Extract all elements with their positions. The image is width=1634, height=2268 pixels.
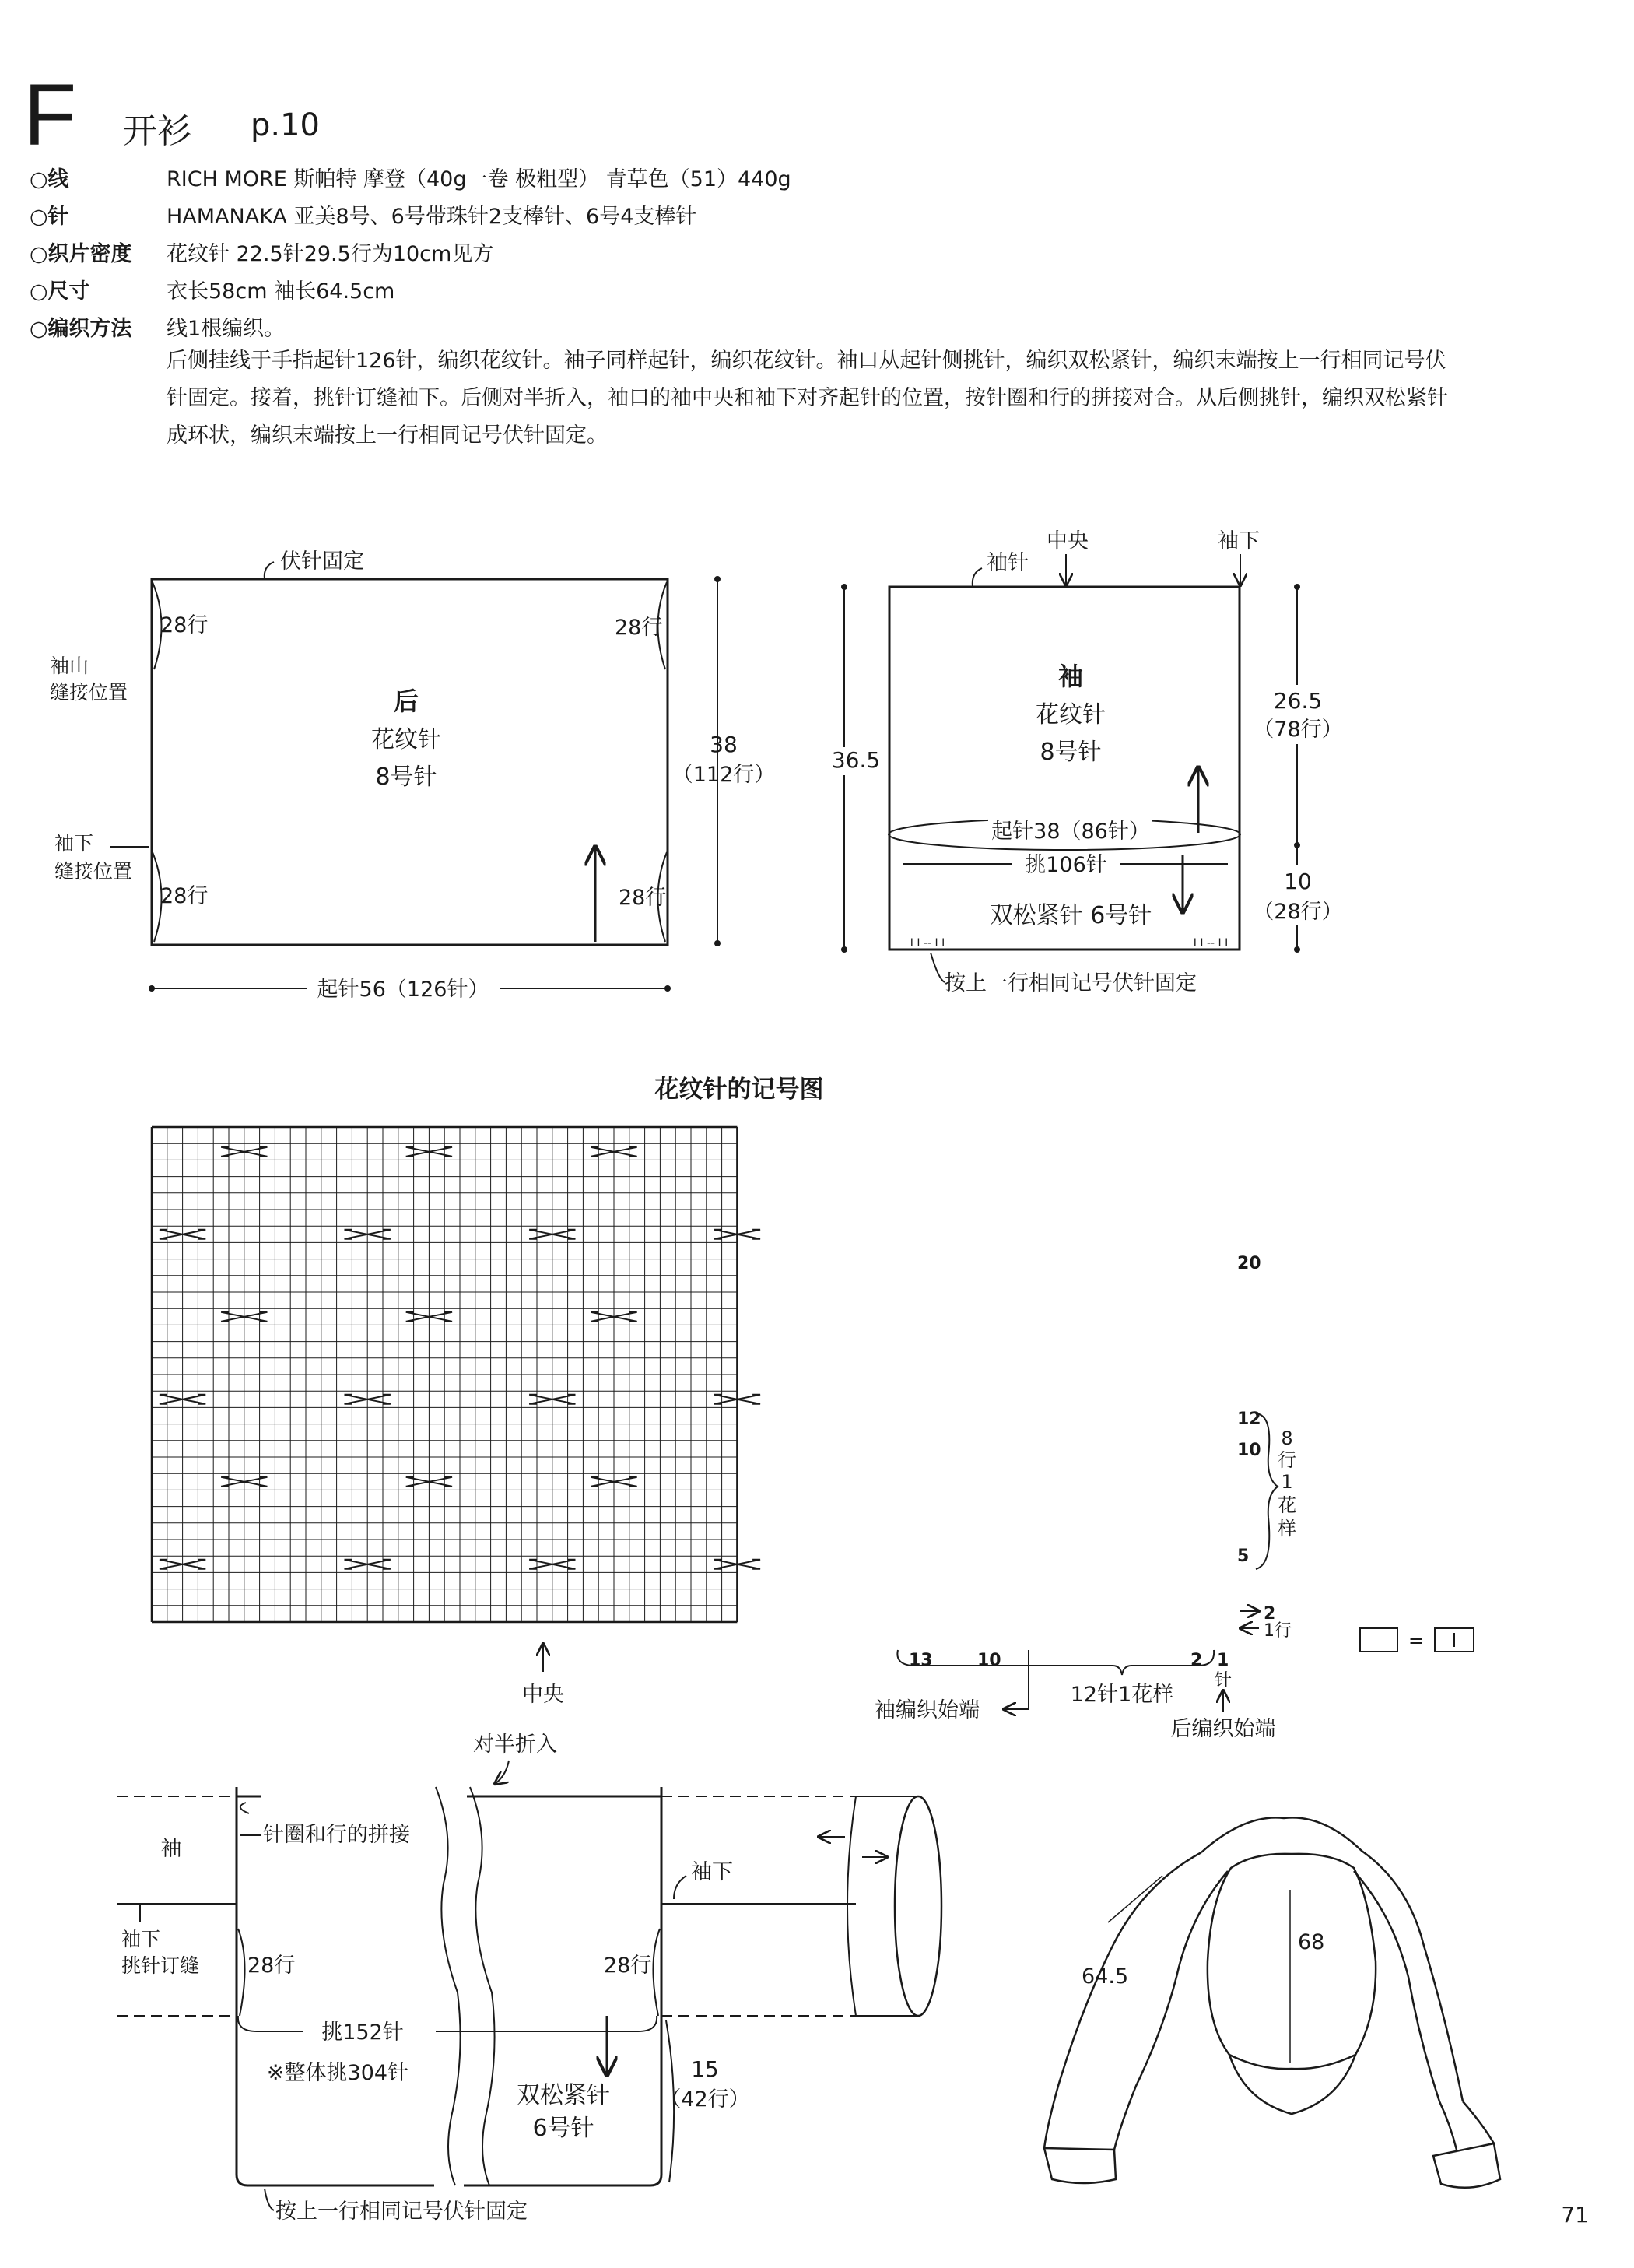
assembly-underarm-1: 袖下 [121,1928,161,1950]
row-label-10: 10 [1237,1441,1261,1460]
dim-dot [1294,946,1300,953]
bind-off-leader [265,562,274,579]
cuff-marks-left: I I -- I I [910,937,945,950]
spec-label-method: ○编织方法 [30,317,132,341]
back-rows-br: 28行 [619,886,667,910]
sleeve-cap-label-1: 袖山 [50,655,89,677]
spec-label-yarn: ○线 [30,167,69,191]
sleeve-needle-leader [973,568,982,587]
legend-empty-square [1360,1628,1397,1652]
dim-dot [714,940,721,946]
sleeve-bind-off-note: 按上一行相同记号伏针固定 [945,971,1197,995]
chart-repeat-label: 12针1花样 [1070,1683,1174,1707]
col-label-1: 1 [1217,1651,1229,1670]
spec-label-size: ○尺寸 [30,279,90,304]
col-label-13: 13 [909,1651,933,1670]
back-piece-needle: 8号针 [375,764,437,791]
row-label-1: 1行 [1264,1621,1292,1641]
sleeve-outline [889,587,1240,950]
rows-bracket-right [653,1929,660,2016]
assembly-rib-height: 15 [691,2056,719,2082]
chart-sleeve-start: 袖编织始端 [875,1698,980,1722]
sleeve-pick-up: 挑106针 [1025,853,1107,877]
dim-dot [841,584,847,590]
repeat-bracket [1256,1413,1278,1569]
col-label-10: 10 [977,1651,1001,1670]
chart-back-start: 后编织始端 [1170,1717,1276,1741]
dim-dot [664,985,671,992]
assembly-rows-left: 28行 [247,1954,296,1978]
sleeve-cuff-label: 双松紧针 6号针 [989,902,1152,929]
sleeve-lower-rows: （28行） [1253,900,1343,924]
sleeve-bind-off-leader [931,953,945,982]
spec-label-needles: ○针 [30,205,69,229]
row-label-5: 5 [1237,1547,1250,1566]
method-line-1: 后侧挂线于手指起针126针，编织花纹针。袖子同样起针，编织花纹针。袖口从起针侧挑针，编织双松紧针，编织末端按上一行相同记号伏 [167,349,1446,373]
underarm-join-label-1: 袖下 [54,832,94,855]
sleeve-stitch: 花纹针 [1036,701,1106,728]
garment-right-cuff [1433,2143,1500,2188]
garment-back-panel [1208,1854,1376,2069]
col-label-stitch: 针 [1214,1671,1233,1690]
sleeve-lower-height: 10 [1284,869,1312,894]
row-label-20: 20 [1237,1254,1261,1273]
sleeve-needle-label: 袖针 [987,551,1029,575]
page-number: 71 [1561,2202,1589,2228]
sleeve-upper-height: 26.5 [1273,688,1323,714]
back-piece-diagram [50,549,775,1002]
page-title: 开衫 [123,111,191,151]
repeat-rows-yang: 样 [1278,1518,1296,1540]
chart-center-label: 中央 [522,1683,564,1707]
assembly-rib-rows: （42行） [660,2087,750,2112]
sleeve-underarm-label: 袖下 [1218,529,1260,553]
page-reference: p.10 [251,107,321,143]
back-rows-bl: 28行 [160,884,209,908]
back-rows-tr: 28行 [615,616,663,640]
spec-label-gauge: ○织片密度 [30,242,132,266]
repeat-rows-hang: 行 [1278,1449,1296,1471]
sleeve-length-line [1108,1876,1162,1922]
assembly-join-label: 针圈和行的拼接 [263,1823,410,1847]
back-height-value: 38 [710,732,738,757]
garment-right-sleeve-outer [1463,2101,1494,2143]
break-line-2 [470,1787,495,2185]
stitch-chart-grid [152,1127,737,1622]
assembly-pick-up: 挑152针 [321,2020,404,2045]
join-leader [240,1803,249,1813]
underarm-join-label-2: 缝接位置 [54,860,133,883]
break-line-1 [436,1787,461,2185]
spec-value-needles: HAMANAKA 亚美8号、6号带珠针2支棒针、6号4支棒针 [167,205,697,229]
back-piece-name: 后 [393,686,419,716]
dim-dot [714,576,721,582]
row-label-2: 2 [1264,1604,1276,1624]
fold-arrow [495,1761,509,1784]
assembly-rows-right: 28行 [604,1954,652,1978]
sleeve-total-height: 36.5 [831,747,881,773]
garment-left-cuff [1044,2148,1116,2183]
col-label-2: 2 [1190,1651,1203,1670]
sleeve-upper-rows: （78行） [1253,718,1343,742]
dim-dot [841,946,847,953]
back-rows-tl: 28行 [160,613,209,637]
cuff-marks-right: I I -- I I [1193,937,1229,950]
assembly-rib-1: 双松紧针 [517,2082,610,2109]
sleeve-cap-label-2: 缝接位置 [50,681,128,704]
fold-label: 对半折入 [473,1733,557,1757]
spec-value-size: 衣长58cm 袖长64.5cm [167,279,395,304]
section-letter: F [23,66,77,163]
tube-end [895,1796,941,2016]
sleeve-name: 袖 [1057,662,1084,691]
sleeve-needle: 8号针 [1040,739,1102,766]
tube-start [847,1796,856,2016]
pick-up-bracket [238,2016,657,2031]
assembly-pick-up-total: ※整体挑304针 [266,2061,409,2085]
assembly-rib-2: 6号针 [532,2115,594,2142]
spec-value-yarn: RICH MORE 斯帕特 摩登（40g一卷 极粗型） 青草色（51）440g [167,167,791,191]
rows-bracket-left [238,1929,245,2016]
sleeve-cast-on: 起针38（86针） [991,820,1150,844]
assembly-sleeve: 袖 [160,1837,182,1861]
back-width-value: 起针56（126针） [317,978,489,1002]
garment-left-sleeve-outer [1044,1852,1201,2148]
assembly-underarm-2: 挑针订缝 [121,1954,200,1977]
garment-sleeve-length: 64.5 [1082,1964,1129,1989]
chart-title: 花纹针的记号图 [654,1076,824,1104]
sleeve-center-label: 中央 [1047,529,1089,553]
sleeve-piece-diagram [823,529,1343,995]
repeat-rows-8: 8 [1281,1427,1293,1449]
back-piece-outline [152,579,668,945]
col-repeat-bracket [897,1650,1214,1675]
underarm-right-leader [674,1876,686,1899]
row-label-12: 12 [1237,1410,1261,1429]
assembly-bind-off-leader [265,2189,274,2210]
spec-value-method: 线1根编织。 [167,317,286,341]
method-line-3: 成环状，编织末端按上一行相同记号伏针固定。 [167,423,608,448]
spec-value-gauge: 花纹针 22.5针29.5行为10cm见方 [167,242,494,266]
assembly-underarm-right: 袖下 [691,1860,733,1884]
back-bind-off-note: 伏针固定 [280,549,364,574]
cardigan-illustration [1044,1817,1500,2187]
assembly-bind-off-note: 按上一行相同记号伏针固定 [275,2200,528,2224]
dim-dot [1294,842,1300,848]
dim-dot [149,985,155,992]
garment-back-length: 68 [1298,1930,1325,1954]
legend-equals: = [1408,1630,1425,1652]
dim-dot [1294,584,1300,590]
back-height-rows: （112行） [671,763,776,787]
method-line-2: 针固定。接着，挑针订缝袖下。后侧对半折入，袖口的袖中央和袖下对齐起针的位置，按针圈和行的拼接对合。从后侧挑针，编织双松紧针 [167,386,1448,410]
back-piece-stitch: 花纹针 [371,726,441,753]
repeat-rows-hua: 花 [1278,1494,1296,1516]
assembly-diagram [117,1733,941,2224]
repeat-rows-1: 1 [1281,1471,1293,1493]
